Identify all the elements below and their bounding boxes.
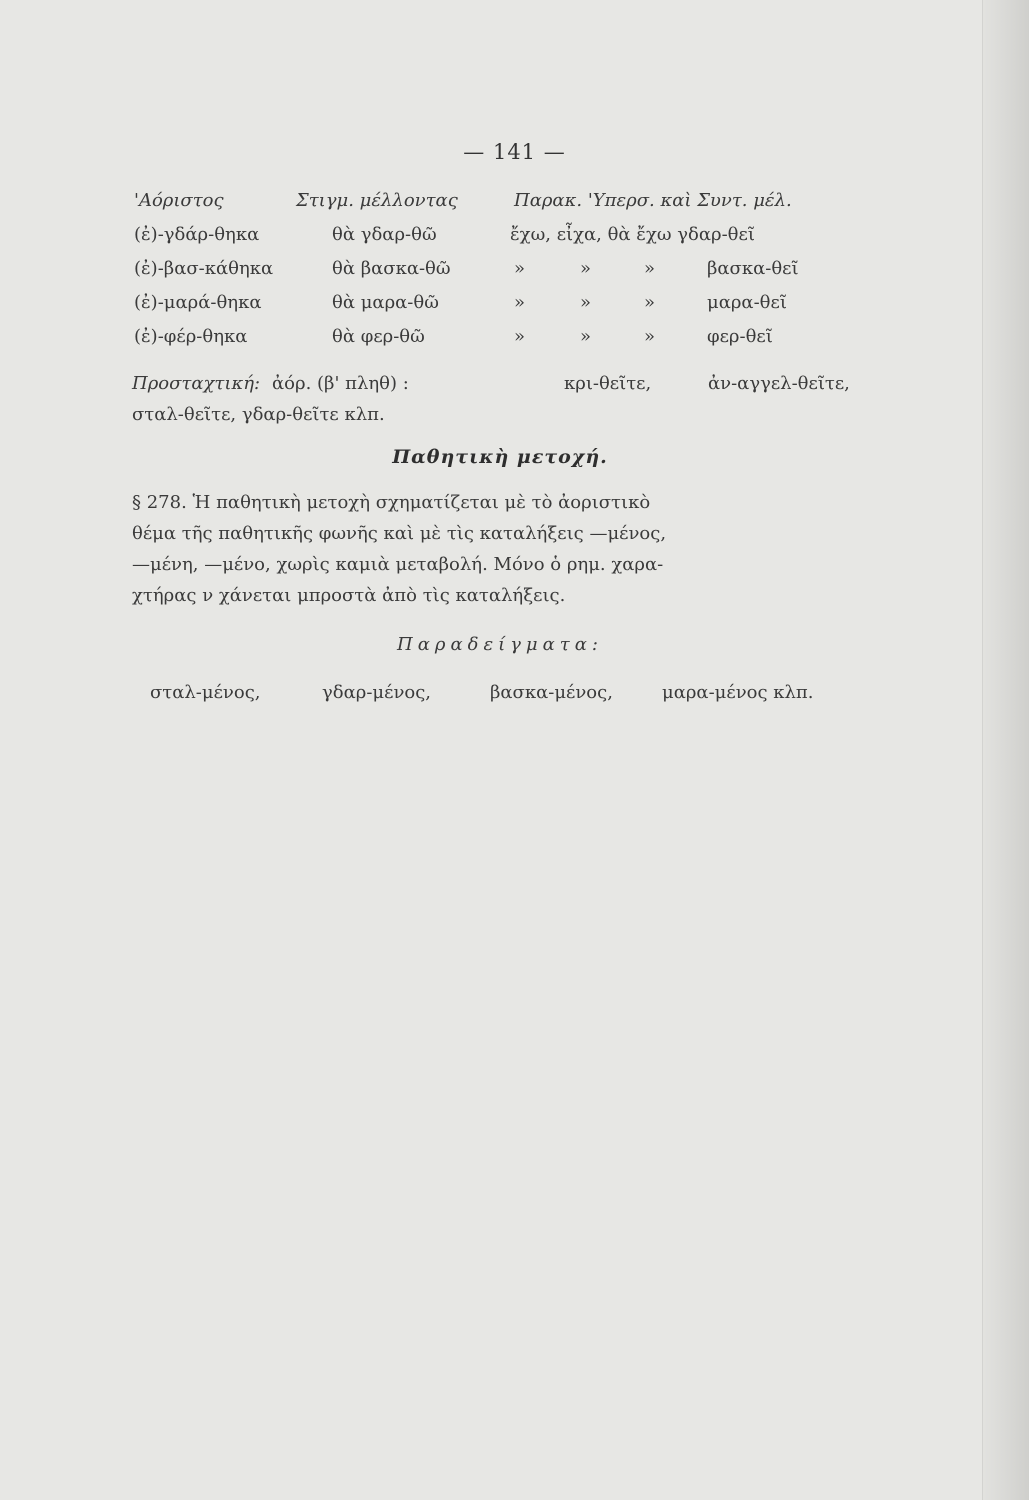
imperative-example: ἀν-αγγελ-θεῖτε, xyxy=(708,373,850,394)
future-form: θὰ φερ-θῶ xyxy=(332,326,425,347)
aorist-form: (ἐ)-βασ-κάθηκα xyxy=(134,258,274,279)
paragraph-line: § 278. Ἡ παθητικὴ μετοχὴ σχηματίζεται μὲ τὸ ἀοριστικὸ xyxy=(132,492,651,513)
participle-form: φερ-θεῖ xyxy=(707,326,773,347)
page-edge-shadow xyxy=(982,0,1029,1500)
example-item: γδαρ-μένος, xyxy=(322,682,432,703)
aorist-form: (ἐ)-γδάρ-θηκα xyxy=(134,224,260,245)
page-number: — 141 — xyxy=(463,140,566,164)
examples-title: Παραδείγματα: xyxy=(397,634,603,655)
future-form: θὰ μαρα-θῶ xyxy=(332,292,439,313)
conjugation-row xyxy=(134,292,879,326)
aorist-form: (ἐ)-φέρ-θηκα xyxy=(134,326,248,347)
conjugation-header-row xyxy=(134,190,879,224)
ditto-mark: » xyxy=(644,292,656,313)
imperative-form: ἀόρ. (β' πληθ) : xyxy=(272,373,409,394)
header-momentary-future: Στιγμ. μέλλοντας xyxy=(296,190,458,211)
participle-form: μαρα-θεῖ xyxy=(707,292,787,313)
perfect-form: ἔχω, εἶχα, θὰ ἔχω γδαρ-θεῖ xyxy=(510,224,755,245)
example-item: μαρα-μένος κλπ. xyxy=(662,682,814,703)
example-item: σταλ-μένος, xyxy=(150,682,261,703)
imperative-line xyxy=(132,368,880,399)
example-item: βασκα-μένος, xyxy=(490,682,613,703)
participle-form: βασκα-θεῖ xyxy=(707,258,799,279)
ditto-mark: » xyxy=(580,326,592,347)
ditto-mark: » xyxy=(644,326,656,347)
conjugation-row xyxy=(134,326,879,360)
ditto-mark: » xyxy=(580,258,592,279)
imperative-example: κρι-θεῖτε, xyxy=(564,373,652,394)
imperative-block xyxy=(132,368,880,430)
paragraph-278 xyxy=(132,492,880,616)
paragraph-line: —μένη, —μένο, χωρὶς καμιὰ μεταβολή. Μόνο ὁ ρημ. χαρα- xyxy=(132,554,664,575)
imperative-label: Προσταχτική: xyxy=(132,373,261,394)
header-aorist: 'Αόριστος xyxy=(134,190,224,211)
conjugation-row xyxy=(134,224,879,258)
paragraph-line: χτήρας ν χάνεται μπροστὰ ἀπὸ τὶς καταλήξεις. xyxy=(132,585,566,606)
ditto-mark: » xyxy=(644,258,656,279)
imperative-line: σταλ-θεῖτε, γδαρ-θεῖτε κλπ. xyxy=(132,404,385,425)
ditto-mark: » xyxy=(514,292,526,313)
conjugation-table xyxy=(134,190,879,360)
section-heading: Παθητικὴ μετοχή. xyxy=(392,446,608,468)
conjugation-row xyxy=(134,258,879,292)
ditto-mark: » xyxy=(514,326,526,347)
ditto-mark: » xyxy=(580,292,592,313)
future-form: θὰ βασκα-θῶ xyxy=(332,258,451,279)
paragraph-line: θέμα τῆς παθητικῆς φωνῆς καὶ μὲ τὶς καταλήξεις —μένος, xyxy=(132,523,667,544)
aorist-form: (ἐ)-μαρά-θηκα xyxy=(134,292,262,313)
ditto-mark: » xyxy=(514,258,526,279)
future-form: θὰ γδαρ-θῶ xyxy=(332,224,437,245)
header-perfect-tenses: Παρακ. 'Υπερσ. καὶ Συντ. μέλ. xyxy=(514,190,792,211)
